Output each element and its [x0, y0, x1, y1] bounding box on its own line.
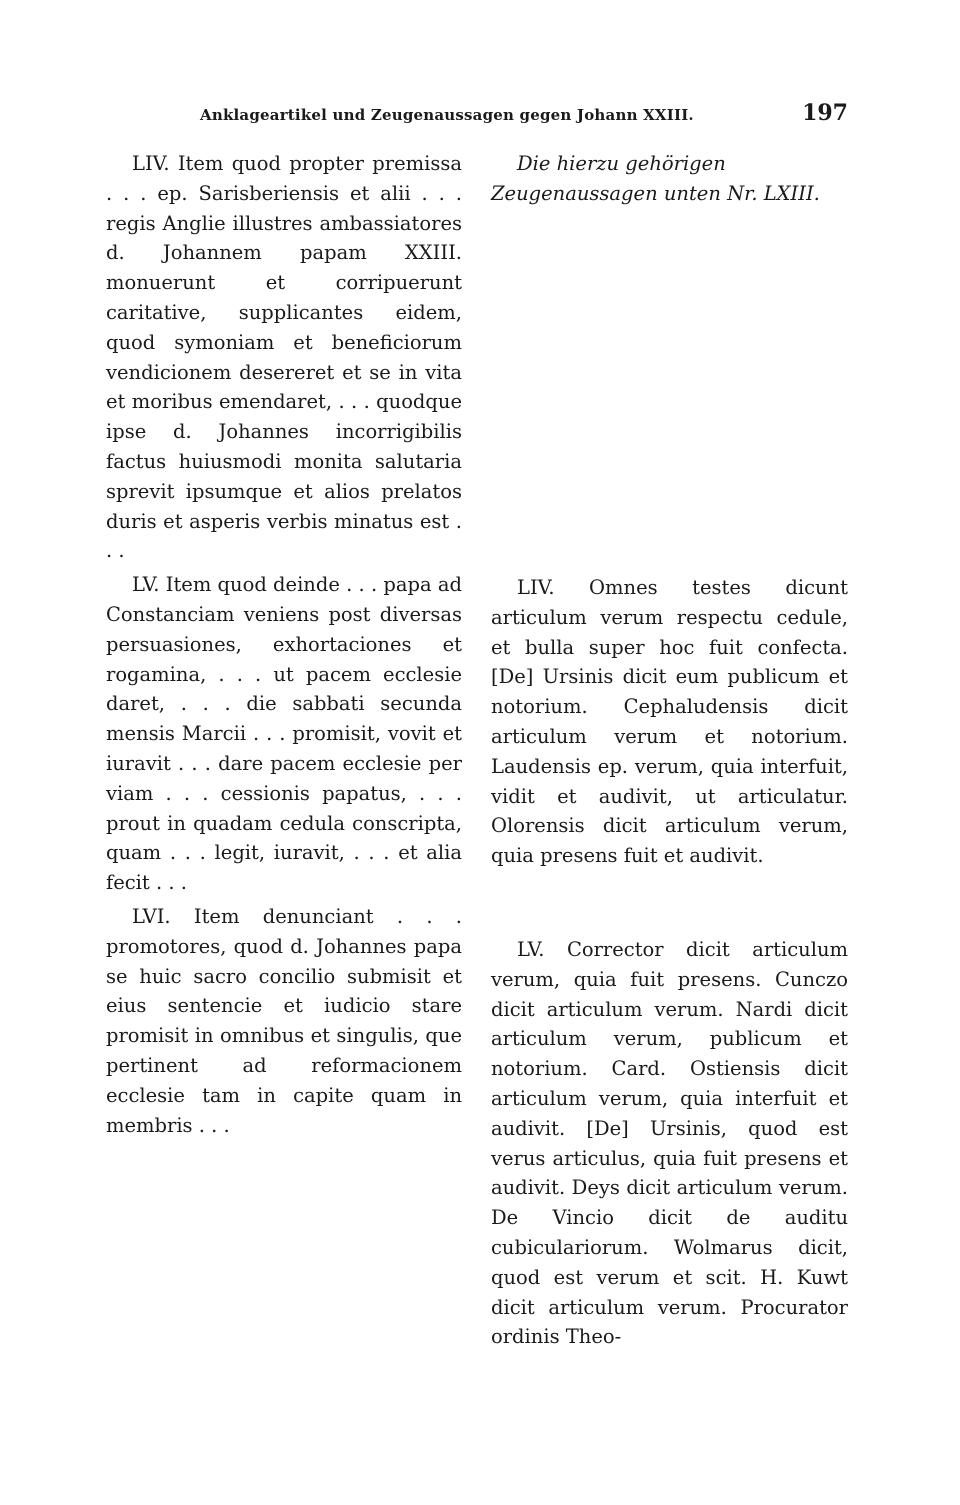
right-column-testimony-liv [491, 573, 848, 871]
testimony-liv-text: LIV. Omnes testes dicunt articulum verum respectu cedule, et bulla super hoc fuit confecta. [De] Ursinis dicit eum publicum et notorium. Cephaludensis dicit articulum verum et notorium. Laudensis ep. verum, quia interfuit, vidit et audivit, ut articulatur. Olorensis dicit articulum verum, quia presens fuit et audivit. [491, 576, 848, 868]
article-lv-text: LV. Item quod deinde . . . papa ad Constanciam veniens post diversas persuasiones, exhortaciones et rogamina, . . . ut pacem ecclesie daret, . . . die sabbati secunda mensis Marcii . . . promisit, vovit et iuravit . . . dare pacem ecclesie per viam . . . cessionis papatus, . . . prout in quadam cedula conscripta, quam . . . legit, iuravit, . . . et alia fecit . . . [106, 573, 462, 895]
page-number: 197 [802, 100, 848, 126]
article-lvi-text: LVI. Item denunciant . . . promotores, quod d. Johannes papa se huic sacro concilio submisit et eius sentencie et iudicio stare promisit in omnibus et singulis, que pertinent ad reformacionem ecclesie tam in capite quam in membris . . . [106, 904, 462, 1137]
running-title: Anklageartikel und Zeugenaussagen gegen Johann XXIII. [200, 106, 694, 124]
testimony-lv-text: LV. Corrector dicit articulum verum, quia fuit presens. Cunczo dicit articulum verum. Nardi dicit articulum verum, publicum et notorium. Card. Ostiensis dicit articulum verum, quia interfuit et audivit. [De] Ursinis, quod est verus articulus, quia fuit presens et audivit. Deys dicit articulum verum. De Vincio dicit de auditu cubiculariorum. Wolmarus dicit, quod est verum et scit. H. Kuwt dicit articulum verum. Procurator ordinis Theo- [491, 938, 848, 1349]
article-liv-text: LIV. Item quod propter premissa . . . ep. Sarisberiensis et alii . . . regis Anglie illustres ambassiatores d. Johannem papam XXIII. monuerunt et corripuerunt caritative, supplicantes eidem, quod symoniam et beneficiorum vendicionem desereret et se in vita et moribus emendaret, . . . quodque ipse d. Johannes incorrigibilis factus huiusmodi monita salutaria sprevit ipsumque et alios prelatos duris et asperis verbis minatus est . . . [106, 152, 462, 563]
right-column-testimony-lv [491, 935, 848, 1352]
page-header [196, 98, 848, 134]
cross-reference-note: Die hierzu gehörigen Zeugenaussagen unten Nr. LXIII. [491, 152, 820, 205]
right-column-note [491, 149, 848, 209]
left-column [106, 149, 462, 1140]
